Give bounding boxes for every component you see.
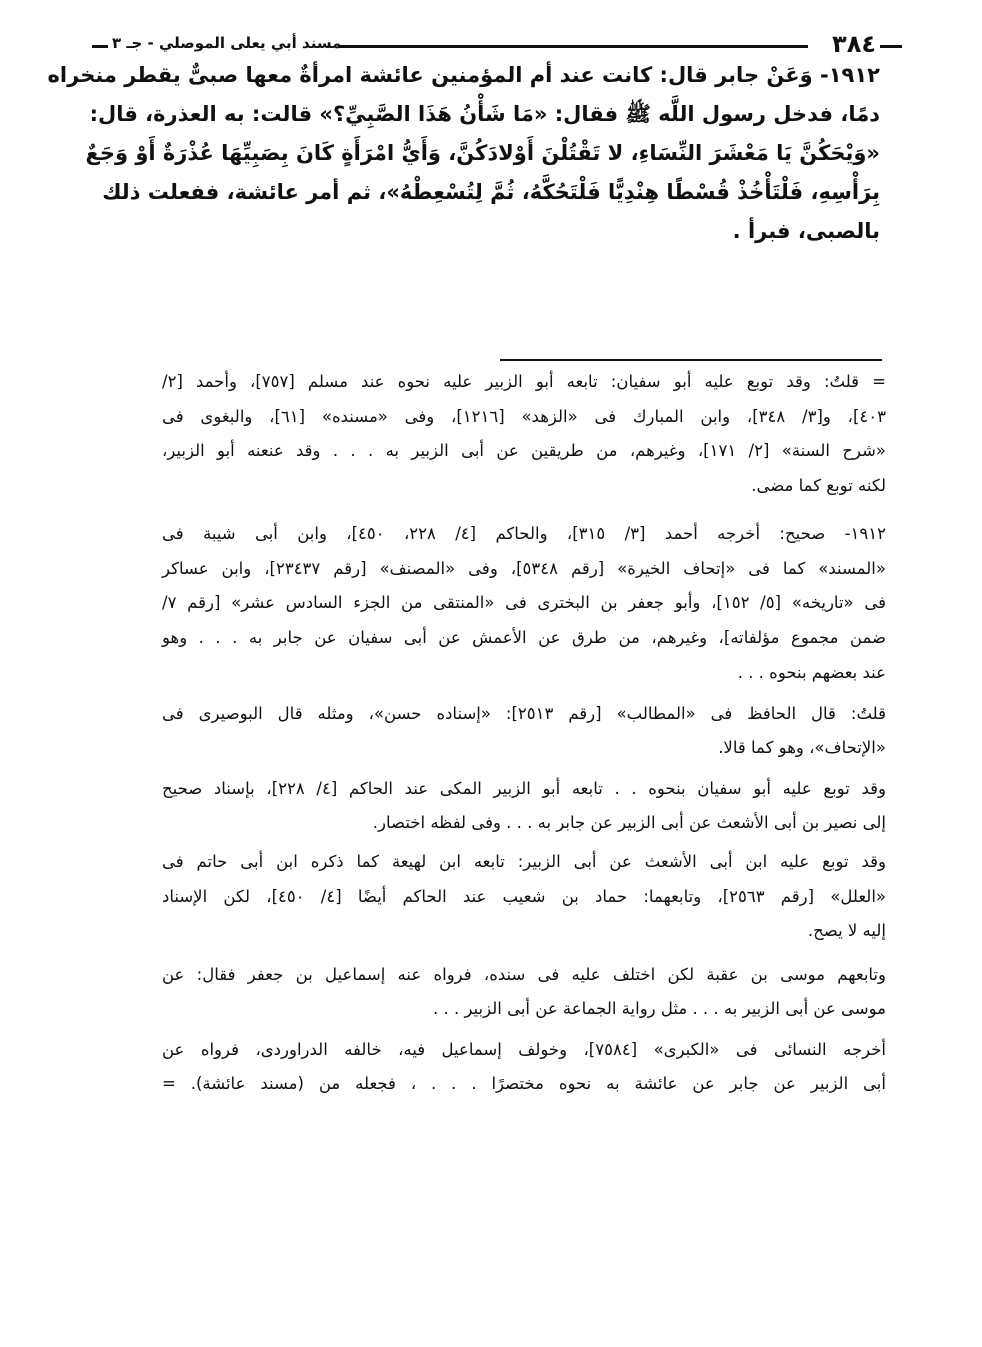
text-line: دمًا، فدخل رسول اللَّه ﷺ فقال: «مَا شَأْنُ هَذَا الصَّبِيِّ؟» قالت: به العذرة، قال: [89, 102, 880, 126]
text-line: ١٩١٢- وَعَنْ جابر قال: كانت عند أم المؤمنين عائشة امرأةٌ معها صبىٌّ يقطر منخراه [47, 63, 880, 87]
header-dash [92, 45, 108, 48]
footnote-line: «الإتحاف»، وهو كما قالا. [718, 738, 886, 757]
footnote-line: لكنه توبع كما مضى. [751, 476, 886, 495]
footnote-line: فى «تاريخه» [٥/ ١٥٢]، وأبو جعفر بن البخترى فى «المنتقى من الجزء السادس عشر» [رقم ٧/ [162, 593, 886, 612]
footnote-line: ١٩١٢- صحيح: أخرجه أحمد [٣/ ٣١٥]، والحاكم [٤/ ٢٢٨، ٤٥٠]، وابن أبى شيبة فى [162, 524, 886, 543]
footnote-line: ٤٠٣]، و[٣/ ٣٤٨]، وابن المبارك فى «الزهد» [١٢١٦]، وفى «مسنده» [٦١]، والبغوى فى [162, 407, 887, 426]
footnote-line: إلى نصير بن أبى الأشعث عن أبى الزبير عن جابر به . . . وفى لفظه اختصار. [372, 813, 886, 832]
text-line: «وَيْحَكُنَّ يَا مَعْشَرَ النِّسَاءِ، لا تَقْتُلْنَ أَوْلادَكُنَّ، وَأَيُّ امْرَأَةٍ كَانَ بِصَبِيِّهَا عُذْرَةٌ أَوْ وَجَعٌ [85, 141, 880, 165]
header-dash [880, 45, 902, 48]
footnote-line: «شرح السنة» [٢/ ١٧١]، وغيرهم، من طريقين عن أبى الزبير به . . . وقد عنعنه أبو الزبير، [162, 441, 886, 460]
footnote-line: «المسند» كما فى «إتحاف الخيرة» [رقم ٥٣٤٨]، وفى «المصنف» [رقم ٢٣٤٣٧]، وابن عساكر [162, 559, 886, 578]
footnote-line: وتابعهم موسى بن عقبة لكن اختلف عليه فى سنده، فرواه عنه إسماعيل بن جعفر فقال: عن [162, 965, 886, 984]
footnote-line: أخرجه النسائى فى «الكبرى» [٧٥٨٤]، وخولف إسماعيل فيه، خالفه الدراوردى، فرواه عن [162, 1040, 886, 1059]
header-rule [338, 45, 808, 48]
footnote-line: موسى عن أبى الزبير به . . . مثل رواية الجماعة عن أبى الزبير . . . [432, 999, 886, 1018]
footnote-line: وقد توبع عليه أبو سفيان بنحوه . . تابعه أبو الزبير المكى عند الحاكم [٤/ ٢٢٨]، بإسناد صحيح [162, 779, 886, 798]
footnote-line: قلتُ: قال الحافظ فى «المطالب» [رقم ٢٥١٣]: «إسناده حسن»، ومثله قال البوصيرى فى [162, 704, 886, 723]
footnote-line: أبى الزبير عن جابر عن عائشة به نحوه مختصرًا . . . ، فجعله من (مسند عائشة). = [162, 1074, 886, 1093]
footnote-line: إليه لا يصح. [807, 921, 886, 940]
footnote-line: «العلل» [رقم ٢٥٦٣]، وتابعهما: حماد بن شعيب عند الحاكم أيضًا [٤/ ٤٥٠]، لكن الإسناد [162, 887, 886, 906]
footnote-line: ضمن مجموع مؤلفاته]، وغيرهم، من طرق عن الأعمش عن أبى سفيان عن جابر به . . . وهو [162, 628, 886, 647]
text-line: بالصبى، فبرأ . [732, 219, 880, 243]
footnote-line: = قلتُ: وقد توبع عليه أبو سفيان: تابعه أبو الزبير عليه نحوه عند مسلم [٧٥٧]، وأحمد [٢/ [162, 372, 886, 391]
book-title: مسند أبي يعلى الموصلي - جـ ٣ [112, 34, 342, 52]
footnote-line: عند بعضهم بنحوه . . . [737, 663, 886, 682]
footnote-separator [500, 359, 882, 361]
page-number: ٣٨٤ [832, 30, 876, 58]
footnote-line: وقد توبع عليه ابن أبى الأشعث عن أبى الزبير: تابعه ابن لهيعة كما ذكره ابن أبى حاتم فى [162, 852, 886, 871]
text-line: بِرَأْسِهِ، فَلْتَأْخُذْ قُسْطًا هِنْدِيًّا فَلْتَحُكَّهُ، ثُمَّ لِتُسْعِطْهُ»، ثم أمر عائشة، ففعلت ذلك [102, 180, 880, 204]
